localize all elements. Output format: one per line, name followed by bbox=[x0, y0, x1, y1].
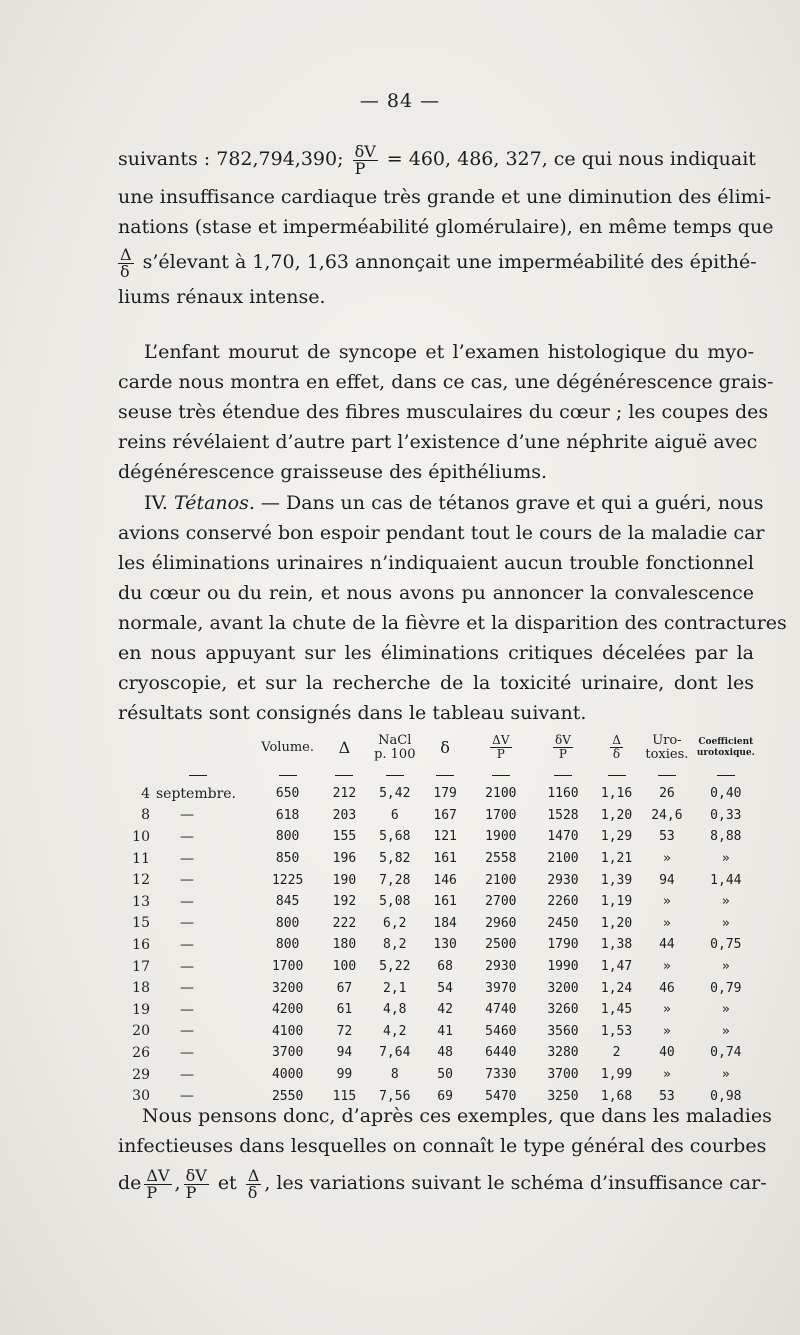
text-fragment: = 460, 486, 327, ce qui nous indiquait bbox=[386, 148, 756, 170]
table-row bbox=[128, 956, 758, 978]
cell-r: 1,39 bbox=[600, 872, 633, 888]
text-fragment: — Dans un cas de tétanos grave et qui a guéri, nous bbox=[260, 492, 764, 514]
text-line bbox=[118, 136, 754, 182]
cell-vol: 2550 bbox=[271, 1088, 304, 1104]
section-title: Tétanos. bbox=[174, 492, 255, 514]
header-dv-p bbox=[469, 728, 533, 768]
ditto-mark: — bbox=[180, 1023, 194, 1040]
cell-d: 161 bbox=[433, 894, 457, 910]
text-line: nations (stase et imperméabilité glomérulaire), en même temps que bbox=[118, 216, 774, 238]
text-line: cryoscopie, et sur la recherche de la toxicité urinaire, dont les bbox=[118, 672, 754, 694]
text-line: avions conservé bon espoir pendant tout le cours de la maladie car bbox=[118, 522, 765, 544]
day-cell bbox=[128, 1064, 254, 1086]
header-urotoxies bbox=[640, 728, 694, 768]
cell-vol: 800 bbox=[275, 829, 300, 845]
table-row bbox=[128, 1064, 758, 1086]
cell-svp: 2450 bbox=[547, 915, 579, 931]
cell-nacl: 5,22 bbox=[379, 959, 411, 975]
cell-D: 72 bbox=[336, 1023, 353, 1039]
rule-cell bbox=[694, 768, 758, 783]
fraction-numerator: Δ bbox=[612, 733, 621, 747]
table-row bbox=[128, 913, 758, 935]
text-line: les éliminations urinaires n’indiquaient aucun trouble fonctionnel bbox=[118, 552, 754, 574]
rule-cell bbox=[254, 768, 320, 783]
cell-coef: 1,44 bbox=[710, 872, 742, 888]
cell-r: 1,16 bbox=[600, 786, 633, 802]
fraction-numerator: δV bbox=[555, 733, 571, 747]
cell-nacl: 5,42 bbox=[379, 786, 411, 802]
text-fragment: et bbox=[217, 1172, 237, 1194]
day-cell bbox=[128, 869, 254, 891]
ditto-mark: — bbox=[180, 1044, 194, 1061]
rule-cell bbox=[469, 768, 533, 783]
cell-coef: » bbox=[721, 1067, 730, 1083]
day-number: 4 bbox=[141, 785, 150, 802]
cell-coef: 0,40 bbox=[710, 786, 742, 802]
cell-uro: » bbox=[662, 959, 671, 975]
table-row bbox=[128, 783, 758, 805]
header-coefficient bbox=[694, 728, 758, 768]
header-volume: Volume. bbox=[261, 740, 314, 755]
cell-d: 42 bbox=[437, 1002, 453, 1018]
table-header-row bbox=[128, 728, 758, 768]
day-cell bbox=[128, 1042, 254, 1064]
cell-coef: 0,74 bbox=[710, 1045, 742, 1061]
cell-D: 190 bbox=[332, 872, 357, 888]
cell-dvp: 2558 bbox=[485, 851, 517, 867]
fraction-numerator: ΔV bbox=[492, 733, 510, 747]
text-line: seuse très étendue des fibres musculaires du cœur ; les coupes des bbox=[118, 401, 769, 423]
cell-r: 1,24 bbox=[600, 980, 633, 996]
day-number: 26 bbox=[132, 1044, 150, 1061]
cell-uro: 53 bbox=[659, 1088, 675, 1104]
day-number: 15 bbox=[132, 915, 150, 932]
cell-D: 115 bbox=[332, 1088, 357, 1104]
rule-cell bbox=[533, 768, 593, 783]
day-number: 29 bbox=[132, 1066, 150, 1083]
cell-r: 1,20 bbox=[600, 915, 633, 931]
cell-r: 1,45 bbox=[600, 1002, 633, 1018]
header-nacl-line1: NaCl bbox=[378, 733, 412, 748]
cell-D: 192 bbox=[332, 894, 357, 910]
cell-uro: » bbox=[662, 1002, 671, 1018]
cell-vol: 800 bbox=[275, 937, 300, 953]
cell-d: 54 bbox=[437, 980, 453, 996]
header-coef-line2: urotoxique. bbox=[696, 748, 755, 758]
table-row bbox=[128, 999, 758, 1021]
day-number: 8 bbox=[141, 807, 150, 824]
paragraph-3 bbox=[118, 488, 787, 728]
text-line: reins révélaient d’autre part l’existence d’une néphrite aiguë avec bbox=[118, 431, 758, 453]
header-coef-line1: Coefficient bbox=[698, 737, 754, 747]
cell-uro: » bbox=[662, 1023, 671, 1039]
header-nacl bbox=[368, 728, 422, 768]
fraction-denominator: P bbox=[146, 1182, 158, 1202]
cell-D: 67 bbox=[336, 980, 353, 996]
cell-coef: » bbox=[721, 959, 730, 975]
cell-nacl: 7,56 bbox=[379, 1088, 411, 1104]
cell-nacl: 7,28 bbox=[379, 872, 411, 888]
fraction-sv-p bbox=[184, 1165, 209, 1202]
cell-uro: 46 bbox=[659, 980, 675, 996]
cell-nacl: 5,68 bbox=[379, 829, 411, 845]
cell-nacl: 2,1 bbox=[383, 980, 407, 996]
ditto-mark: — bbox=[180, 828, 194, 845]
fraction-denominator: δ bbox=[120, 261, 130, 281]
header-day bbox=[128, 728, 254, 768]
text-fragment: s’élevant à 1,70, 1,63 annonçait une imperméabilité des épithé- bbox=[142, 251, 757, 273]
table-row bbox=[128, 869, 758, 891]
text-line: carde nous montra en effet, dans ce cas, une dégénérescence grais- bbox=[118, 371, 774, 393]
cell-nacl: 8 bbox=[390, 1067, 399, 1083]
fraction-numerator: δV bbox=[354, 141, 376, 161]
paragraph-4 bbox=[118, 1101, 772, 1205]
text-line: dégénérescence graisseuse des épithéliums. bbox=[118, 461, 548, 483]
ditto-mark: — bbox=[180, 936, 194, 953]
ditto-mark: — bbox=[180, 893, 194, 910]
fraction-numerator: ΔV bbox=[146, 1165, 170, 1185]
cell-D: 155 bbox=[332, 829, 357, 845]
cell-coef: » bbox=[721, 1002, 730, 1018]
cell-svp: 3560 bbox=[547, 1023, 579, 1039]
cell-vol: 850 bbox=[275, 851, 300, 867]
fraction-denominator: δ bbox=[612, 747, 621, 761]
cell-r: 1,20 bbox=[600, 807, 633, 823]
day-number: 16 bbox=[132, 936, 150, 953]
cell-vol: 1700 bbox=[271, 959, 304, 975]
text-line: une insuffisance cardiaque très grande et une diminution des élimi- bbox=[118, 186, 772, 208]
cell-nacl: 5,82 bbox=[379, 851, 411, 867]
paragraph-1 bbox=[118, 136, 774, 312]
cell-dvp: 2100 bbox=[485, 786, 517, 802]
day-cell bbox=[128, 999, 254, 1021]
cell-vol: 4100 bbox=[271, 1023, 304, 1039]
cell-nacl: 7,64 bbox=[379, 1045, 411, 1061]
cell-dvp: 3970 bbox=[485, 980, 517, 996]
ditto-mark: — bbox=[180, 850, 194, 867]
cell-d: 179 bbox=[433, 786, 457, 802]
cell-coef: » bbox=[721, 894, 730, 910]
text-line: liums rénaux intense. bbox=[118, 286, 326, 308]
text-line bbox=[118, 488, 764, 518]
cell-D: 196 bbox=[332, 851, 357, 867]
rule-cell bbox=[422, 768, 469, 783]
cell-uro: 53 bbox=[659, 829, 675, 845]
page-number: — 84 — bbox=[359, 90, 441, 112]
cell-coef: 0,79 bbox=[710, 980, 742, 996]
table-row bbox=[128, 934, 758, 956]
header-uro-line1: Uro- bbox=[652, 733, 682, 748]
cell-vol: 4200 bbox=[271, 1002, 304, 1018]
day-number: 12 bbox=[132, 872, 150, 889]
fraction-numerator: Δ bbox=[247, 1165, 260, 1185]
cell-D: 180 bbox=[332, 937, 357, 953]
text-line bbox=[118, 242, 757, 282]
cell-r: 1,68 bbox=[600, 1088, 633, 1104]
cell-uro: » bbox=[662, 1067, 671, 1083]
text-line: Nous pensons donc, d’après ces exemples, que dans les maladies bbox=[142, 1105, 772, 1127]
cell-d: 50 bbox=[437, 1067, 453, 1083]
cell-r: 1,38 bbox=[600, 937, 633, 953]
cell-D: 61 bbox=[336, 1002, 353, 1018]
cell-d: 68 bbox=[437, 959, 453, 975]
fraction-denominator: P bbox=[496, 747, 505, 761]
header-rule-row bbox=[128, 768, 758, 783]
cell-vol: 4000 bbox=[271, 1067, 304, 1083]
fraction-delta-delta bbox=[246, 1165, 262, 1202]
cell-svp: 1990 bbox=[547, 959, 579, 975]
header-sv-p bbox=[533, 728, 593, 768]
cell-uro: 94 bbox=[659, 872, 675, 888]
table-body bbox=[128, 783, 758, 1107]
cell-svp: 1160 bbox=[547, 786, 579, 802]
cell-svp: 1470 bbox=[547, 829, 579, 845]
cell-coef: 8,88 bbox=[710, 829, 742, 845]
cell-coef: 0,33 bbox=[710, 807, 742, 823]
header-ratio bbox=[593, 728, 640, 768]
cell-D: 99 bbox=[336, 1067, 353, 1083]
cell-svp: 2100 bbox=[547, 851, 579, 867]
ditto-mark: — bbox=[180, 980, 194, 997]
ditto-mark: — bbox=[180, 958, 194, 975]
fraction-numerator: δV bbox=[185, 1165, 207, 1185]
cell-coef: 0,98 bbox=[710, 1088, 742, 1104]
day-cell bbox=[128, 848, 254, 870]
text-line: infectieuses dans lesquelles on connaît le type général des courbes bbox=[118, 1135, 767, 1157]
cell-coef: » bbox=[721, 1023, 730, 1039]
text-line: normale, avant la chute de la fièvre et la disparition des contractures bbox=[118, 612, 787, 634]
ditto-mark: — bbox=[180, 915, 194, 932]
ditto-mark: — bbox=[180, 1088, 194, 1105]
rule-cell bbox=[128, 768, 254, 783]
cell-nacl: 5,08 bbox=[379, 894, 411, 910]
cell-nacl: 6,2 bbox=[383, 915, 407, 931]
ditto-mark: — bbox=[180, 1066, 194, 1083]
fraction-denominator: P bbox=[185, 1182, 197, 1202]
cell-coef: 0,75 bbox=[710, 937, 742, 953]
cell-uro: » bbox=[662, 894, 671, 910]
rule-cell bbox=[593, 768, 640, 783]
day-number: 13 bbox=[132, 893, 150, 910]
cell-dvp: 5460 bbox=[485, 1023, 517, 1039]
cell-r: 1,99 bbox=[600, 1067, 633, 1083]
cell-D: 212 bbox=[332, 786, 357, 802]
day-cell bbox=[128, 977, 254, 999]
cell-vol: 650 bbox=[275, 786, 300, 802]
ditto-mark: — bbox=[180, 1001, 194, 1018]
table-row bbox=[128, 805, 758, 827]
ditto-mark: — bbox=[180, 807, 194, 824]
cell-uro: 24,6 bbox=[651, 807, 683, 823]
cell-svp: 2930 bbox=[547, 872, 579, 888]
paragraph-2 bbox=[118, 337, 774, 487]
fraction-denominator: P bbox=[558, 747, 567, 761]
cell-D: 94 bbox=[336, 1045, 353, 1061]
cell-vol: 3700 bbox=[271, 1045, 304, 1061]
fraction-denominator: P bbox=[354, 158, 366, 178]
data-table bbox=[128, 728, 758, 1107]
cell-r: 1,47 bbox=[600, 959, 633, 975]
cell-d: 161 bbox=[433, 851, 457, 867]
cell-vol: 800 bbox=[275, 915, 300, 931]
text-line: résultats sont consignés dans le tableau suivant. bbox=[118, 702, 587, 724]
cell-D: 100 bbox=[332, 959, 357, 975]
cell-r: 1,53 bbox=[600, 1023, 633, 1039]
cell-d: 130 bbox=[433, 937, 457, 953]
cell-svp: 2260 bbox=[547, 894, 579, 910]
table-row bbox=[128, 891, 758, 913]
ditto-mark: — bbox=[180, 872, 194, 889]
cell-coef: » bbox=[721, 851, 730, 867]
day-cell bbox=[128, 956, 254, 978]
cell-dvp: 5470 bbox=[485, 1088, 517, 1104]
day-cell bbox=[128, 826, 254, 848]
day-number: 19 bbox=[132, 1001, 150, 1018]
table-row bbox=[128, 1021, 758, 1043]
text-line: en nous appuyant sur les éliminations critiques décelées par la bbox=[118, 642, 754, 664]
day-number: 17 bbox=[132, 958, 150, 975]
header-delta: Δ bbox=[338, 738, 351, 757]
rule-cell bbox=[321, 768, 368, 783]
cell-vol: 845 bbox=[275, 894, 300, 910]
cell-dvp: 7330 bbox=[485, 1067, 517, 1083]
day-number: 10 bbox=[132, 828, 150, 845]
rule-cell bbox=[368, 768, 422, 783]
cell-r: 1,29 bbox=[600, 829, 633, 845]
fraction-delta-delta bbox=[118, 244, 134, 281]
text-line: L’enfant mourut de syncope et l’examen histologique du myo- bbox=[144, 341, 754, 363]
day-number: 20 bbox=[132, 1023, 150, 1040]
cell-dvp: 4740 bbox=[485, 1002, 517, 1018]
table-row bbox=[128, 1042, 758, 1064]
cell-svp: 1528 bbox=[547, 807, 579, 823]
table-row bbox=[128, 826, 758, 848]
cell-r: 2 bbox=[612, 1045, 621, 1061]
cell-svp: 1790 bbox=[547, 937, 579, 953]
cell-r: 1,19 bbox=[600, 894, 633, 910]
cell-dvp: 1900 bbox=[485, 829, 517, 845]
day-number: 18 bbox=[132, 980, 150, 997]
cell-dvp: 1700 bbox=[485, 807, 517, 823]
cell-uro: 40 bbox=[659, 1045, 675, 1061]
cell-dvp: 2930 bbox=[485, 959, 517, 975]
fraction-numerator: Δ bbox=[120, 244, 132, 264]
cell-r: 1,21 bbox=[600, 851, 633, 867]
header-nacl-line2: p. 100 bbox=[374, 747, 416, 762]
cell-vol: 3200 bbox=[271, 980, 304, 996]
cell-d: 167 bbox=[433, 807, 457, 823]
cell-d: 41 bbox=[437, 1023, 453, 1039]
month-label: septembre. bbox=[156, 785, 237, 802]
header-uro-line2: toxies. bbox=[645, 747, 689, 762]
table-row bbox=[128, 977, 758, 999]
cell-nacl: 6 bbox=[390, 807, 399, 823]
rule-cell bbox=[640, 768, 694, 783]
cell-D: 222 bbox=[332, 915, 357, 931]
section-number: IV. bbox=[144, 492, 168, 514]
cell-vol: 618 bbox=[275, 807, 300, 823]
day-cell bbox=[128, 913, 254, 935]
day-cell bbox=[128, 934, 254, 956]
text-fragment: de bbox=[118, 1172, 142, 1194]
cell-d: 184 bbox=[433, 915, 457, 931]
cell-uro: 26 bbox=[659, 786, 675, 802]
header-small-delta: δ bbox=[440, 738, 450, 757]
day-number: 11 bbox=[132, 850, 150, 867]
cell-dvp: 2500 bbox=[485, 937, 517, 953]
cell-dvp: 2960 bbox=[485, 915, 517, 931]
cell-nacl: 8,2 bbox=[383, 937, 407, 953]
day-cell bbox=[128, 1021, 254, 1043]
cell-nacl: 4,8 bbox=[383, 1002, 407, 1018]
cell-svp: 3700 bbox=[547, 1067, 579, 1083]
cell-nacl: 4,2 bbox=[383, 1023, 407, 1039]
cell-coef: » bbox=[721, 915, 730, 931]
text-line: de $\frac{\Delta V}{P}$ , $\frac{\delta V}{P}$ et $\frac{\Delta}{\delta}$ , les variations suivant le schéma d’insuffisance car- bbox=[118, 1165, 767, 1202]
cell-uro: » bbox=[662, 851, 671, 867]
cell-dvp: 2700 bbox=[485, 894, 517, 910]
cell-d: 48 bbox=[437, 1045, 453, 1061]
cell-svp: 3250 bbox=[547, 1088, 579, 1104]
cell-d: 69 bbox=[437, 1088, 453, 1104]
cell-vol: 1225 bbox=[271, 872, 304, 888]
day-cell bbox=[128, 783, 254, 805]
fraction-dv-p bbox=[353, 141, 378, 178]
cell-dvp: 2100 bbox=[485, 872, 517, 888]
cell-svp: 3260 bbox=[547, 1002, 579, 1018]
text-fragment: , les variations suivant le schéma d’insuffisance car- bbox=[264, 1172, 767, 1194]
cell-svp: 3280 bbox=[547, 1045, 579, 1061]
cell-d: 121 bbox=[433, 829, 457, 845]
cell-D: 203 bbox=[332, 807, 357, 823]
day-number: 30 bbox=[132, 1088, 150, 1105]
cell-dvp: 6440 bbox=[485, 1045, 517, 1061]
cell-uro: 44 bbox=[659, 937, 675, 953]
day-cell bbox=[128, 891, 254, 913]
fraction-dv-p bbox=[144, 1165, 171, 1202]
text-line: du cœur ou du rein, et nous avons pu annoncer la convalescence bbox=[118, 582, 754, 604]
fraction-denominator: δ bbox=[247, 1182, 258, 1202]
cell-svp: 3200 bbox=[547, 980, 579, 996]
text-fragment: suivants : 782,794,390; bbox=[118, 148, 344, 170]
table-row bbox=[128, 848, 758, 870]
day-cell bbox=[128, 805, 254, 827]
cell-d: 146 bbox=[433, 872, 457, 888]
cell-uro: » bbox=[662, 915, 671, 931]
